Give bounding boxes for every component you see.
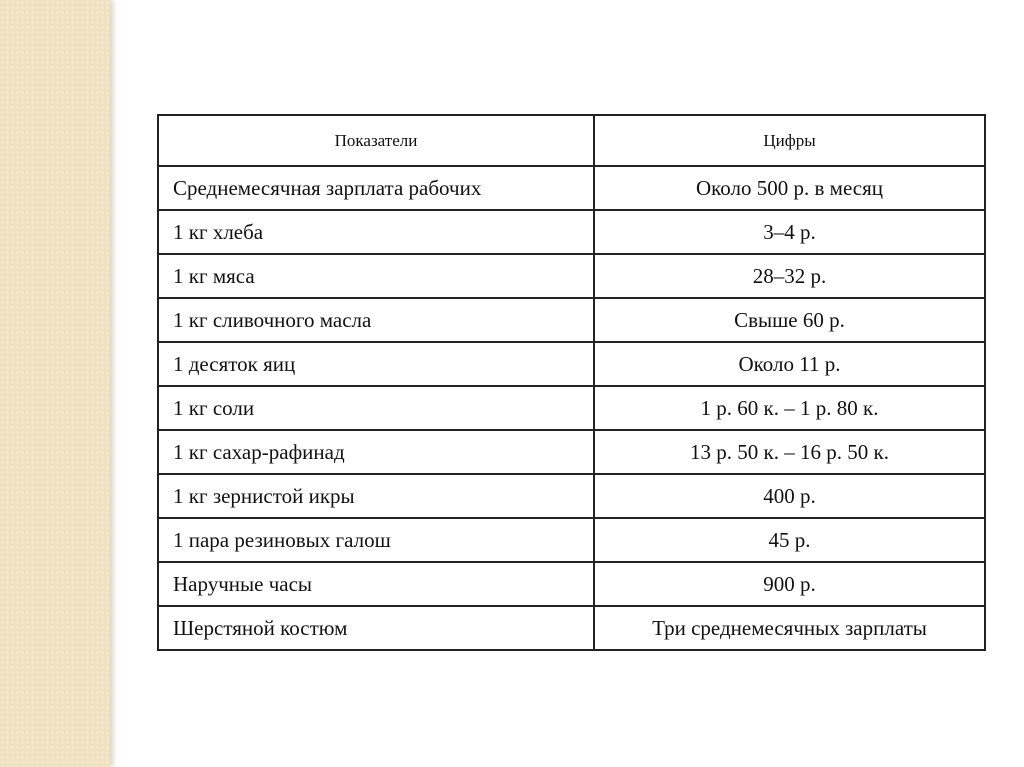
table-header-row [158,115,985,166]
indicator-cell: 1 кг сахар-рафинад [158,430,594,474]
prices-table [157,114,986,651]
indicator-cell: Шерстяной костюм [158,606,594,650]
table-row [158,606,985,650]
table-row [158,430,985,474]
indicator-cell: 1 кг зернистой икры [158,474,594,518]
indicator-cell: 1 пара резиновых галош [158,518,594,562]
table-row [158,166,985,210]
figure-cell: 13 р. 50 к. – 16 р. 50 к. [594,430,985,474]
figure-cell: Три среднемесячных зарплаты [594,606,985,650]
figure-cell: 1 р. 60 к. – 1 р. 80 к. [594,386,985,430]
table-row [158,342,985,386]
figure-cell: Около 11 р. [594,342,985,386]
figure-cell: Свыше 60 р. [594,298,985,342]
indicator-cell: 1 кг хлеба [158,210,594,254]
indicator-cell: 1 кг соли [158,386,594,430]
figure-cell: 900 р. [594,562,985,606]
table-row [158,562,985,606]
header-figures: Цифры [594,115,985,166]
table-row [158,210,985,254]
decorative-side-strip [0,0,110,767]
indicator-cell: 1 кг мяса [158,254,594,298]
figure-cell: 45 р. [594,518,985,562]
table-row [158,386,985,430]
figure-cell: 3–4 р. [594,210,985,254]
table-row [158,298,985,342]
table-row [158,518,985,562]
indicator-cell: Наручные часы [158,562,594,606]
figure-cell: 28–32 р. [594,254,985,298]
figure-cell: 400 р. [594,474,985,518]
indicator-cell: Среднемесячная зарплата рабочих [158,166,594,210]
table-row [158,474,985,518]
header-indicators: Показатели [158,115,594,166]
indicator-cell: 1 кг сливочного масла [158,298,594,342]
table-row [158,254,985,298]
figure-cell: Около 500 р. в месяц [594,166,985,210]
indicator-cell: 1 десяток яиц [158,342,594,386]
